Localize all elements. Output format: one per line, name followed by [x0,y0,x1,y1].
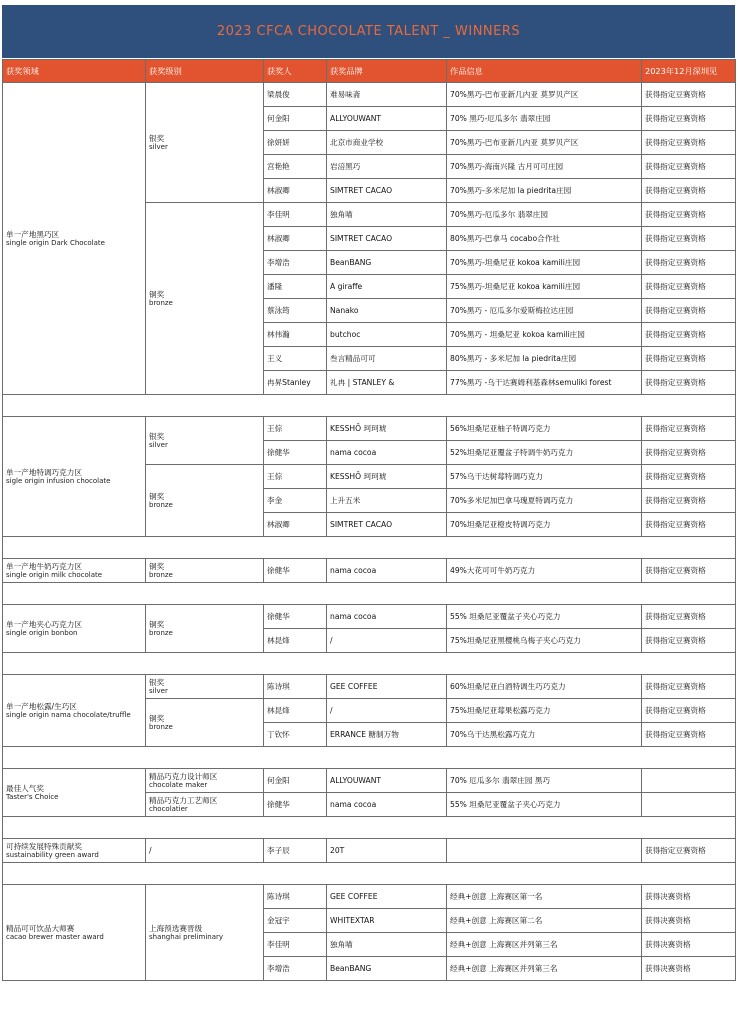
winner-cell: 李增浩 [264,957,327,981]
brand-cell: Nanako [327,299,447,323]
category-milk-zh: 单一产地牛奶巧克力区 [6,561,82,571]
spacer-row [3,863,736,885]
brand-cell: GEE COFFEE [327,675,447,699]
brand-cell: butchoc [327,323,447,347]
result-cell: 获得指定豆赛资格 [642,107,736,131]
result-cell [642,769,736,793]
result-cell: 获得指定豆赛资格 [642,723,736,747]
spacer-cell [3,863,736,885]
brand-cell: nama cocoa [327,441,447,465]
brand-cell: 独角喵 [327,203,447,227]
level-bronze-en: bronze [149,628,173,637]
result-cell: 获得指定豆赛资格 [642,465,736,489]
level-cell [146,885,264,981]
brand-cell: GEE COFFEE [327,885,447,909]
level-bronze-zh: 铜奖 [149,491,165,501]
table-row [3,83,736,107]
spacer-row [3,747,736,769]
winner-cell: 李佳明 [264,203,327,227]
work-info-cell: 75%坦桑尼亚莓果松露巧克力 [447,699,642,723]
work-info-cell: 55% 坦桑尼亚覆盆子夹心巧克力 [447,605,642,629]
work-info-cell: 70%坦桑尼亚橙皮特调巧克力 [447,513,642,537]
brand-cell: WHITEXTAR [327,909,447,933]
result-cell: 获得指定豆赛资格 [642,489,736,513]
brand-cell: nama cocoa [327,793,447,817]
table-row [3,769,736,793]
winner-cell: 李佳明 [264,933,327,957]
level-shanghai-zh: 上海预选赛晋级 [149,923,203,933]
brand-cell: / [327,629,447,653]
brand-cell: SIMTRET CACAO [327,513,447,537]
result-cell: 获得指定豆赛资格 [642,299,736,323]
result-cell: 获得指定豆赛资格 [642,605,736,629]
work-info-cell: 56%坦桑尼亚柚子特调巧克力 [447,417,642,441]
brand-cell: 叁言精品可可 [327,347,447,371]
category-cell [3,417,146,537]
level-cell [146,203,264,395]
winner-cell: 徐健华 [264,441,327,465]
brand-cell: ALLYOUWANT [327,769,447,793]
work-info-cell: 57%乌干达树莓特调巧克力 [447,465,642,489]
header-award-field: 获奖领域 [3,60,146,83]
brand-cell: ALLYOUWANT [327,107,447,131]
winner-cell: 林昆烽 [264,699,327,723]
work-info-cell: 70%黑巧-厄瓜多尔 翡翠庄园 [447,203,642,227]
work-info-cell: 55% 坦桑尼亚覆盆子夹心巧克力 [447,793,642,817]
brand-cell: SIMTRET CACAO [327,179,447,203]
category-cell [3,605,146,653]
spacer-cell [3,817,736,839]
level-silver-en: silver [149,686,168,695]
table-row [3,559,736,583]
level-chocolatier-en: chocolatier [149,804,188,813]
brand-cell: 上升五米 [327,489,447,513]
brand-cell: / [327,699,447,723]
result-cell: 获得指定豆赛资格 [642,839,736,863]
winner-cell: 陈诗琪 [264,885,327,909]
work-info-cell: 70%黑巧-巴布亚新几内亚 莫罗贝产区 [447,131,642,155]
category-cell [3,769,146,817]
result-cell: 获得决赛资格 [642,957,736,981]
title-text: 2023 CFCA CHOCOLATE TALENT _ WINNERS [216,24,521,39]
result-cell: 获得决赛资格 [642,909,736,933]
brand-cell: nama cocoa [327,605,447,629]
work-info-cell: 经典+创意 上海赛区并列第三名 [447,957,642,981]
level-cell [146,605,264,653]
result-cell: 获得指定豆赛资格 [642,179,736,203]
brand-cell: 难易味斋 [327,83,447,107]
category-green-zh: 可持续发展特殊贡献奖 [6,841,82,851]
winner-cell: 徐健华 [264,793,327,817]
work-info-cell: 77%黑巧 -乌干达赛姆利基森林semuliki forest [447,371,642,395]
category-truffle-zh: 单一产地松露/生巧区 [6,701,77,711]
category-cell [3,559,146,583]
winner-cell: 何金阳 [264,107,327,131]
work-info-cell: 70%黑巧-海南兴隆 古月可可庄园 [447,155,642,179]
result-cell: 获得指定豆赛资格 [642,275,736,299]
winner-cell: 林淑卿 [264,227,327,251]
category-infusion-zh: 单一产地特调巧克力区 [6,467,82,477]
result-cell: 获得决赛资格 [642,933,736,957]
spacer-cell [3,653,736,675]
result-cell: 获得指定豆赛资格 [642,347,736,371]
level-silver-zh: 银奖 [149,677,165,687]
table-body [3,83,736,981]
category-cell [3,839,146,863]
result-cell: 获得指定豆赛资格 [642,441,736,465]
work-info-cell: 75%坦桑尼亚黑樱桃乌梅子夹心巧克力 [447,629,642,653]
level-cell [146,559,264,583]
header-shenzhen: 2023年12月深圳见 [642,60,736,83]
level-cell [146,417,264,465]
winner-cell: 冉昇Stanley [264,371,327,395]
level-silver-en: silver [149,142,168,151]
brand-cell: ERRANCE 糖制万物 [327,723,447,747]
level-bronze-en: bronze [149,500,173,509]
winner-cell: 林昆烽 [264,629,327,653]
winner-cell: 林伟瀚 [264,323,327,347]
level-cell [146,699,264,747]
spacer-cell [3,583,736,605]
result-cell: 获得指定豆赛资格 [642,513,736,537]
level-bronze-zh: 铜奖 [149,713,165,723]
level-maker-en: chocolate maker [149,780,208,789]
brand-cell: KESSHŌ 珂珂琥 [327,417,447,441]
category-brewer-en: cacao brewer master award [6,932,104,941]
brand-cell: BeanBANG [327,251,447,275]
brand-cell: 北京市商业学校 [327,131,447,155]
work-info-cell: 80%黑巧 - 多米尼加 la piedrita庄园 [447,347,642,371]
category-bonbon-zh: 单一产地夹心巧克力区 [6,619,82,629]
header-work-info: 作品信息 [447,60,642,83]
result-cell: 获得指定豆赛资格 [642,83,736,107]
winner-cell: 丁钦怀 [264,723,327,747]
category-dark-zh: 单一产地黑巧区 [6,229,60,239]
brand-cell: 20T [327,839,447,863]
brand-cell: KESSHŌ 珂珂琥 [327,465,447,489]
winner-cell: 金冠宇 [264,909,327,933]
level-chocolatier-zh: 精品巧克力工艺师区 [149,795,218,805]
winner-cell: 宫艳艳 [264,155,327,179]
winner-cell: 李增浩 [264,251,327,275]
level-maker-zh: 精品巧克力设计师区 [149,771,218,781]
work-info-cell [447,839,642,863]
work-info-cell: 70% 黑巧-厄瓜多尔 翡翠庄园 [447,107,642,131]
brand-cell: 岩涪黑巧 [327,155,447,179]
category-cell [3,675,146,747]
work-info-cell: 70%多米尼加巴拿马瑰夏特调巧克力 [447,489,642,513]
work-info-cell: 70%乌干达黑松露巧克力 [447,723,642,747]
level-bronze-zh: 铜奖 [149,289,165,299]
table-row [3,605,736,629]
level-cell [146,769,264,793]
category-taster-zh: 最佳人气奖 [6,783,44,793]
work-info-cell: 70% 厄瓜多尔 翡翠庄园 黑巧 [447,769,642,793]
level-bronze-en: bronze [149,298,173,307]
work-info-cell: 经典+创意 上海赛区第一名 [447,885,642,909]
table-row [3,675,736,699]
category-milk-en: single origin milk chocolate [6,570,103,579]
winner-cell: 林淑卿 [264,513,327,537]
level-silver-zh: 银奖 [149,133,165,143]
winner-cell: 李金 [264,489,327,513]
level-bronze-en: bronze [149,722,173,731]
level-bronze-en: bronze [149,570,173,579]
winner-cell: 王倧 [264,465,327,489]
level-cell [146,83,264,203]
winner-cell: 徐健华 [264,605,327,629]
winner-cell: 徐妍妍 [264,131,327,155]
result-cell: 获得指定豆赛资格 [642,699,736,723]
winners-table [2,59,736,981]
brand-cell: 独角喵 [327,933,447,957]
result-cell: 获得指定豆赛资格 [642,155,736,179]
table-row [3,417,736,441]
result-cell: 获得指定豆赛资格 [642,251,736,275]
work-info-cell: 经典+创意 上海赛区并列第三名 [447,933,642,957]
category-dark-en: single origin Dark Chocolate [6,238,105,247]
result-cell: 获得指定豆赛资格 [642,559,736,583]
brand-cell: 礼冉 | STANLEY & [327,371,447,395]
header-winner: 获奖人 [264,60,327,83]
work-info-cell: 70%黑巧-多米尼加 la piedrita庄园 [447,179,642,203]
work-info-cell: 70%黑巧 - 厄瓜多尔爱斯梅拉达庄园 [447,299,642,323]
winner-cell: 潘隆 [264,275,327,299]
work-info-cell: 70%黑巧-坦桑尼亚 kokoa kamili庄园 [447,251,642,275]
category-green-en: sustainability green award [6,850,99,859]
header-brand: 获奖品牌 [327,60,447,83]
category-taster-en: Taster's Choice [6,792,59,801]
work-info-cell: 75%黑巧-坦桑尼亚 kokoa kamili庄园 [447,275,642,299]
spacer-cell [3,537,736,559]
result-cell: 获得决赛资格 [642,885,736,909]
brand-cell: BeanBANG [327,957,447,981]
spacer-row [3,537,736,559]
level-bronze-zh: 铜奖 [149,619,165,629]
work-info-cell: 60%坦桑尼亚白酒特调生巧巧克力 [447,675,642,699]
level-shanghai-en: shanghai preliminary [149,932,224,941]
header-award-level: 获奖级别 [146,60,264,83]
result-cell: 获得指定豆赛资格 [642,203,736,227]
category-cell [3,885,146,981]
winner-cell: 王义 [264,347,327,371]
category-bonbon-en: single origin bonbon [6,628,78,637]
level-cell [146,675,264,699]
work-info-cell: 52%坦桑尼亚覆盆子特调牛奶巧克力 [447,441,642,465]
category-truffle-en: single origin nama chocolate/truffle [6,710,131,719]
work-info-cell: 经典+创意 上海赛区第二名 [447,909,642,933]
level-cell [146,465,264,537]
work-info-cell: 70%黑巧-巴布亚新几内亚 莫罗贝产区 [447,83,642,107]
level-silver-zh: 银奖 [149,431,165,441]
brand-cell: SIMTRET CACAO [327,227,447,251]
result-cell: 获得指定豆赛资格 [642,131,736,155]
winner-cell: 何金阳 [264,769,327,793]
page-title [2,5,735,58]
work-info-cell: 49%大花可可牛奶巧克力 [447,559,642,583]
result-cell [642,793,736,817]
spacer-cell [3,395,736,417]
brand-cell: nama cocoa [327,559,447,583]
result-cell: 获得指定豆赛资格 [642,417,736,441]
winner-cell: 梁晨俊 [264,83,327,107]
result-cell: 获得指定豆赛资格 [642,371,736,395]
level-bronze-zh: 铜奖 [149,561,165,571]
header-row [3,60,736,83]
winner-cell: 陈诗琪 [264,675,327,699]
spacer-row [3,817,736,839]
winner-cell: 蔡泳筠 [264,299,327,323]
work-info-cell: 70%黑巧 - 坦桑尼亚 kokoa kamili庄园 [447,323,642,347]
category-infusion-en: sigle origin infusion chocolate [6,476,111,485]
winner-cell: 李子辰 [264,839,327,863]
work-info-cell: 80%黑巧-巴拿马 cocabo合作社 [447,227,642,251]
winner-cell: 林淑卿 [264,179,327,203]
level-cell: / [146,839,264,863]
spacer-row [3,653,736,675]
spacer-cell [3,747,736,769]
brand-cell: A giraffe [327,275,447,299]
level-silver-en: silver [149,440,168,449]
category-cell [3,83,146,395]
result-cell: 获得指定豆赛资格 [642,323,736,347]
level-cell [146,793,264,817]
table-row [3,839,736,863]
winner-cell: 王倧 [264,417,327,441]
spacer-row [3,583,736,605]
table-row [3,885,736,909]
category-brewer-zh: 精品可可饮品大师赛 [6,923,75,933]
result-cell: 获得指定豆赛资格 [642,227,736,251]
spacer-row [3,395,736,417]
winner-cell: 徐健华 [264,559,327,583]
result-cell: 获得指定豆赛资格 [642,629,736,653]
result-cell: 获得指定豆赛资格 [642,675,736,699]
